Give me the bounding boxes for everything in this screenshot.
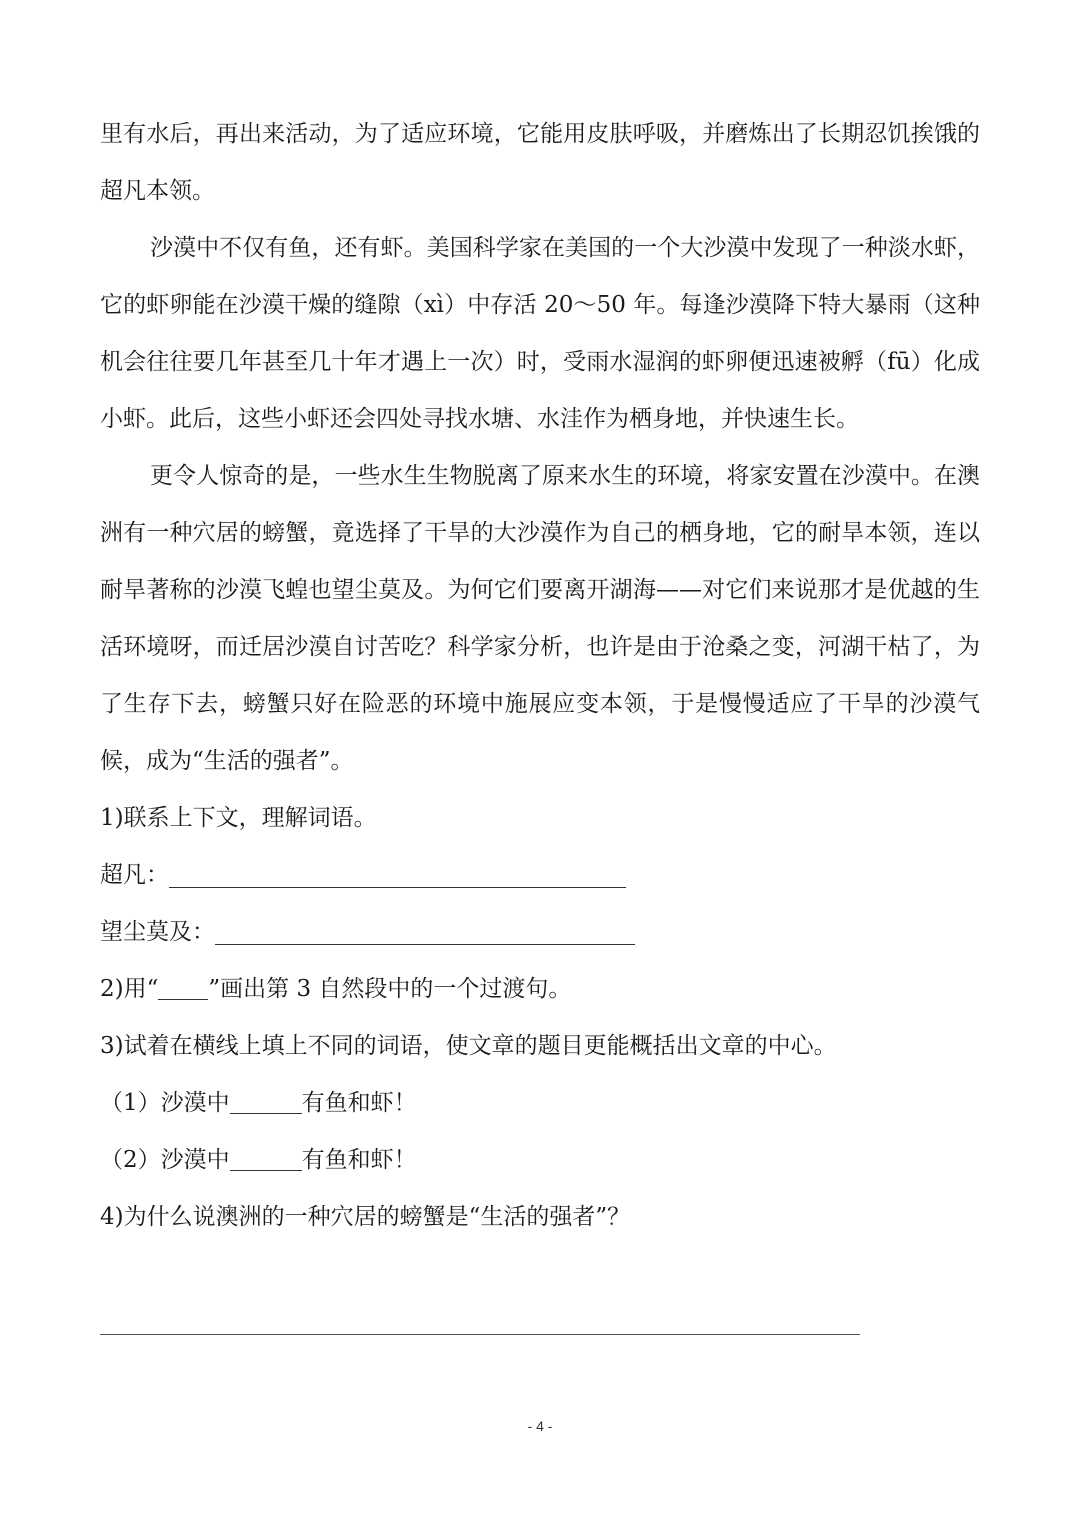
question-4: 4)为什么说澳洲的一种穴居的螃蟹是“生活的强者”？ <box>100 1204 631 1230</box>
question-1-word-2 <box>100 904 980 961</box>
underline-sample <box>158 999 208 1000</box>
word-2-label: 望尘莫及： <box>100 919 215 945</box>
question-2-text-before: 2)用“ <box>100 976 159 1002</box>
word-1-label: 超凡： <box>100 862 169 888</box>
question-1: 1)联系上下文，理解词语。 <box>100 805 377 831</box>
question-4-answer-line[interactable] <box>100 1334 860 1335</box>
question-3-item-1 <box>100 1075 980 1132</box>
item-2-prefix: （2）沙漠中 <box>100 1147 230 1173</box>
document-page <box>100 106 980 1246</box>
item-2-answer-blank[interactable] <box>230 1170 302 1171</box>
question-2-text-after: ”画出第 3 自然段中的一个过渡句。 <box>208 976 572 1002</box>
item-1-prefix: （1）沙漠中 <box>100 1090 230 1116</box>
item-1-answer-blank[interactable] <box>230 1113 302 1114</box>
word-1-answer-blank[interactable] <box>169 887 626 888</box>
paragraph-1: 里有水后，再出来活动，为了适应环境，它能用皮肤呼吸，并磨炼出了长期忍饥挨饿的超凡本领。 <box>100 121 980 204</box>
question-3-item-2 <box>100 1132 980 1189</box>
question-1-word-1 <box>100 847 980 904</box>
page-number: - 4 - <box>527 1418 553 1434</box>
item-1-suffix: 有鱼和虾！ <box>301 1090 417 1116</box>
question-3: 3)试着在横线上填上不同的词语，使文章的题目更能概括出文章的中心。 <box>100 1033 837 1059</box>
paragraph-2: 沙漠中不仅有鱼，还有虾。美国科学家在美国的一个大沙漠中发现了一种淡水虾，它的虾卵能在沙漠干燥的缝隙（xì）中存活 20～50 年。每逢沙漠降下特大暴雨（这种机会往往要几年甚至几十年才遇上一次）时，受雨水湿润的虾卵便迅速被孵（fū）化成小虾。此后，这些小虾还会四处寻找水塘、水洼作为栖身地，并快速生长。 <box>100 235 980 432</box>
paragraph-3: 更令人惊奇的是，一些水生生物脱离了原来水生的环境，将家安置在沙漠中。在澳洲有一种穴居的螃蟹，竟选择了干旱的大沙漠作为自己的栖身地，它的耐旱本领，连以耐旱著称的沙漠飞蝗也望尘莫及。为何它们要离开湖海——对它们来说那才是优越的生活环境呀，而迁居沙漠自讨苦吃？科学家分析，也许是由于沧桑之变，河湖干枯了，为了生存下去，螃蟹只好在险恶的环境中施展应变本领，于是慢慢适应了干旱的沙漠气候，成为“生活的强者”。 <box>100 463 980 774</box>
word-2-answer-blank[interactable] <box>215 944 635 945</box>
item-2-suffix: 有鱼和虾！ <box>301 1147 417 1173</box>
question-2 <box>100 961 980 1018</box>
